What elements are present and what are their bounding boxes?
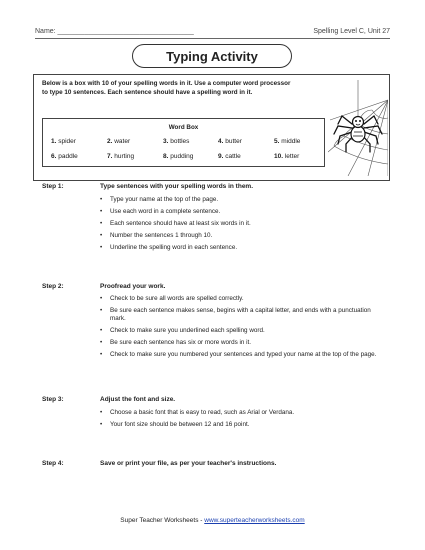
- step-1-bullet: • Underline the spelling word in each sentence.: [110, 244, 380, 252]
- word-box: [42, 118, 325, 167]
- step-1-bullet: • Type your name at the top of the page.: [110, 196, 380, 204]
- word-box-title: Word Box: [168, 124, 199, 131]
- word-item: 10. letter: [274, 153, 300, 160]
- step-1-bullet: • Number the sentences 1 through 10.: [110, 232, 380, 240]
- step-2-label: Step 2:: [42, 283, 64, 290]
- step-4-label: Step 4:: [42, 460, 64, 467]
- step-1-heading: Type sentences with your spelling words in them.: [100, 183, 254, 190]
- word-item: 8. pudding: [163, 153, 194, 160]
- step-2-bullet: • Be sure each sentence makes sense, begins with a capital letter, and ends with a punctuation mark.: [110, 307, 380, 324]
- word-item: 4. butter: [218, 138, 242, 145]
- word-item: 5. middle: [274, 138, 301, 145]
- name-field-label: Name: ___________________________________: [35, 28, 194, 35]
- page-title: Typing Activity: [132, 44, 292, 68]
- word-item: 6. paddle: [51, 153, 78, 160]
- word-item: 9. cattle: [218, 153, 241, 160]
- step-1-bullet: • Each sentence should have at least six words in it.: [110, 220, 380, 228]
- step-1-label: Step 1:: [42, 183, 64, 190]
- spelling-level-label: Spelling Level C, Unit 27: [313, 28, 390, 35]
- step-2-bullet: • Check to be sure all words are spelled correctly.: [110, 295, 380, 303]
- footer-website-link[interactable]: www.superteacherworksheets.com: [204, 517, 305, 524]
- step-3-label: Step 3:: [42, 396, 64, 403]
- step-3-bullet: • Your font size should be between 12 and 16 point.: [110, 421, 380, 429]
- footer: [0, 517, 425, 524]
- step-4-heading: Save or print your file, as per your teacher's instructions.: [100, 460, 277, 467]
- step-2-bullet: • Check to make sure you underlined each spelling word.: [110, 327, 380, 335]
- intro-text: Below is a box with 10 of your spelling words in it. Use a computer word processor to type 10 sentences. Each sentence should have a spelling word in it.: [42, 80, 291, 96]
- word-item: 7. hurting: [107, 153, 135, 160]
- footer-prefix: Super Teacher Worksheets -: [120, 517, 205, 524]
- word-item: 1. spider: [51, 138, 76, 145]
- step-2-bullet: • Check to make sure you numbered your sentences and typed your name at the top of the page.: [110, 351, 380, 359]
- step-2-heading: Proofread your work.: [100, 283, 166, 290]
- step-1-bullet: • Use each word in a complete sentence.: [110, 208, 380, 216]
- word-item: 2. water: [107, 138, 131, 145]
- word-item: 3. bottles: [163, 138, 190, 145]
- header-divider: [35, 38, 390, 39]
- step-3-bullet: • Choose a basic font that is easy to read, such as Arial or Verdana.: [110, 409, 380, 417]
- step-2-bullet: • Be sure each sentence has six or more words in it.: [110, 339, 380, 347]
- step-3-heading: Adjust the font and size.: [100, 396, 176, 403]
- spider-web-illustration: [328, 80, 388, 176]
